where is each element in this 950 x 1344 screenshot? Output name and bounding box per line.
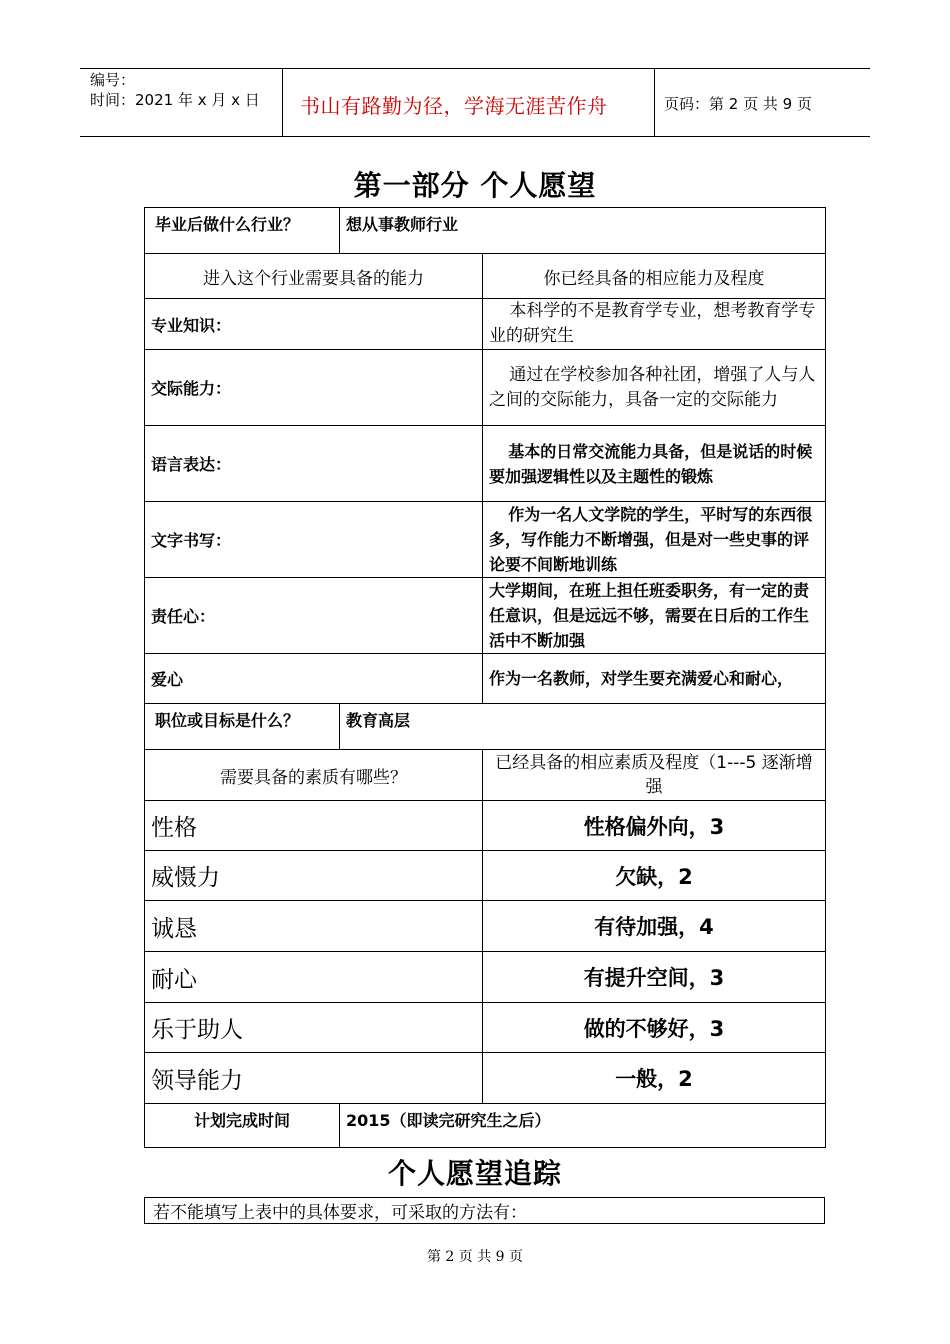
quality-level: 欠缺，2 xyxy=(483,851,826,901)
section-title: 个人愿望追踪 xyxy=(387,1157,562,1190)
abilities-current-header: 你已经具备的相应能力及程度 xyxy=(483,254,826,299)
quality-level: 做的不够好，3 xyxy=(483,1003,826,1053)
quality-row xyxy=(145,952,826,1003)
qualities-current-header: 已经具备的相应素质及程度（1---5 逐渐增强 xyxy=(483,750,826,801)
tracking-row xyxy=(145,1198,825,1224)
ability-name: 交际能力： xyxy=(145,350,483,426)
goal-row xyxy=(145,704,826,750)
ability-row xyxy=(145,426,826,502)
qualities-required-header: 需要具备的素质有哪些？ xyxy=(145,750,483,801)
doc-number: 编号： xyxy=(90,71,136,89)
quality-name: 诚恳 xyxy=(145,901,483,952)
ability-desc: 作为一名人文学院的学生，平时写的东西很多，写作能力不断增强，但是对一些史事的评论要不间断地训练 xyxy=(483,502,826,578)
quality-row xyxy=(145,901,826,952)
ability-name: 语言表达： xyxy=(145,426,483,502)
quality-name: 威慑力 xyxy=(145,851,483,901)
quality-level: 一般，2 xyxy=(483,1053,826,1104)
ability-name: 爱心 xyxy=(145,654,483,704)
quality-level: 有待加强，4 xyxy=(483,901,826,952)
tracking-table xyxy=(144,1197,825,1224)
ability-desc: 作为一名教师，对学生要充满爱心和耐心， xyxy=(483,654,826,704)
ability-name: 文字书写： xyxy=(145,502,483,578)
ability-desc: 大学期间，在班上担任班委职务，有一定的责任意识，但是远远不够，需要在日后的工作生活中不断加强 xyxy=(483,578,826,654)
plan-row xyxy=(145,1104,826,1148)
quality-row xyxy=(145,801,826,851)
quality-name: 性格 xyxy=(145,801,483,851)
plan-value: 2015（即读完研究生之后） xyxy=(340,1104,826,1148)
quality-level: 性格偏外向，3 xyxy=(483,801,826,851)
quality-row xyxy=(145,851,826,901)
ability-desc: 本科学的不是教育学专业，想考教育学专业的研究生 xyxy=(483,299,826,350)
header-top-rule xyxy=(80,68,870,69)
industry-question: 毕业后做什么行业？ xyxy=(145,208,340,254)
ability-row xyxy=(145,654,826,704)
industry-answer: 想从事教师行业 xyxy=(340,208,826,254)
ability-desc: 基本的日常交流能力具备，但是说话的时候要加强逻辑性以及主题性的锻炼 xyxy=(483,426,826,502)
quality-row xyxy=(145,1053,826,1104)
ability-row xyxy=(145,350,826,426)
plan-label: 计划完成时间 xyxy=(145,1104,340,1148)
quality-level: 有提升空间，3 xyxy=(483,952,826,1003)
ability-row xyxy=(145,578,826,654)
header-divider xyxy=(282,68,283,136)
tracking-prompt: 若不能填写上表中的具体要求，可采取的方法有： xyxy=(145,1198,825,1224)
ability-row xyxy=(145,502,826,578)
abilities-header-row xyxy=(145,254,826,299)
abilities-required-header: 进入这个行业需要具备的能力 xyxy=(145,254,483,299)
ability-desc: 通过在学校参加各种社团，增强了人与人之间的交际能力，具备一定的交际能力 xyxy=(483,350,826,426)
ability-name: 责任心： xyxy=(145,578,483,654)
doc-date: 时间：2021 年 x 月 x 日 xyxy=(90,91,260,109)
goal-answer: 教育高层 xyxy=(340,704,826,750)
page-info: 页码：第 2 页 共 9 页 xyxy=(664,95,812,113)
header-motto: 书山有路勤为径，学海无涯苦作舟 xyxy=(300,94,608,118)
industry-row xyxy=(145,208,826,254)
quality-row xyxy=(145,1003,826,1053)
wish-table xyxy=(144,207,826,1148)
section-title: 第一部分 个人愿望 xyxy=(353,169,597,202)
quality-name: 耐心 xyxy=(145,952,483,1003)
header-bottom-rule xyxy=(80,136,870,137)
ability-name: 专业知识： xyxy=(145,299,483,350)
page-footer: 第 2 页 共 9 页 xyxy=(426,1249,524,1265)
ability-row xyxy=(145,299,826,350)
quality-name: 领导能力 xyxy=(145,1053,483,1104)
quality-name: 乐于助人 xyxy=(145,1003,483,1053)
header-divider xyxy=(654,68,655,136)
qualities-header-row xyxy=(145,750,826,801)
goal-question: 职位或目标是什么？ xyxy=(145,704,340,750)
